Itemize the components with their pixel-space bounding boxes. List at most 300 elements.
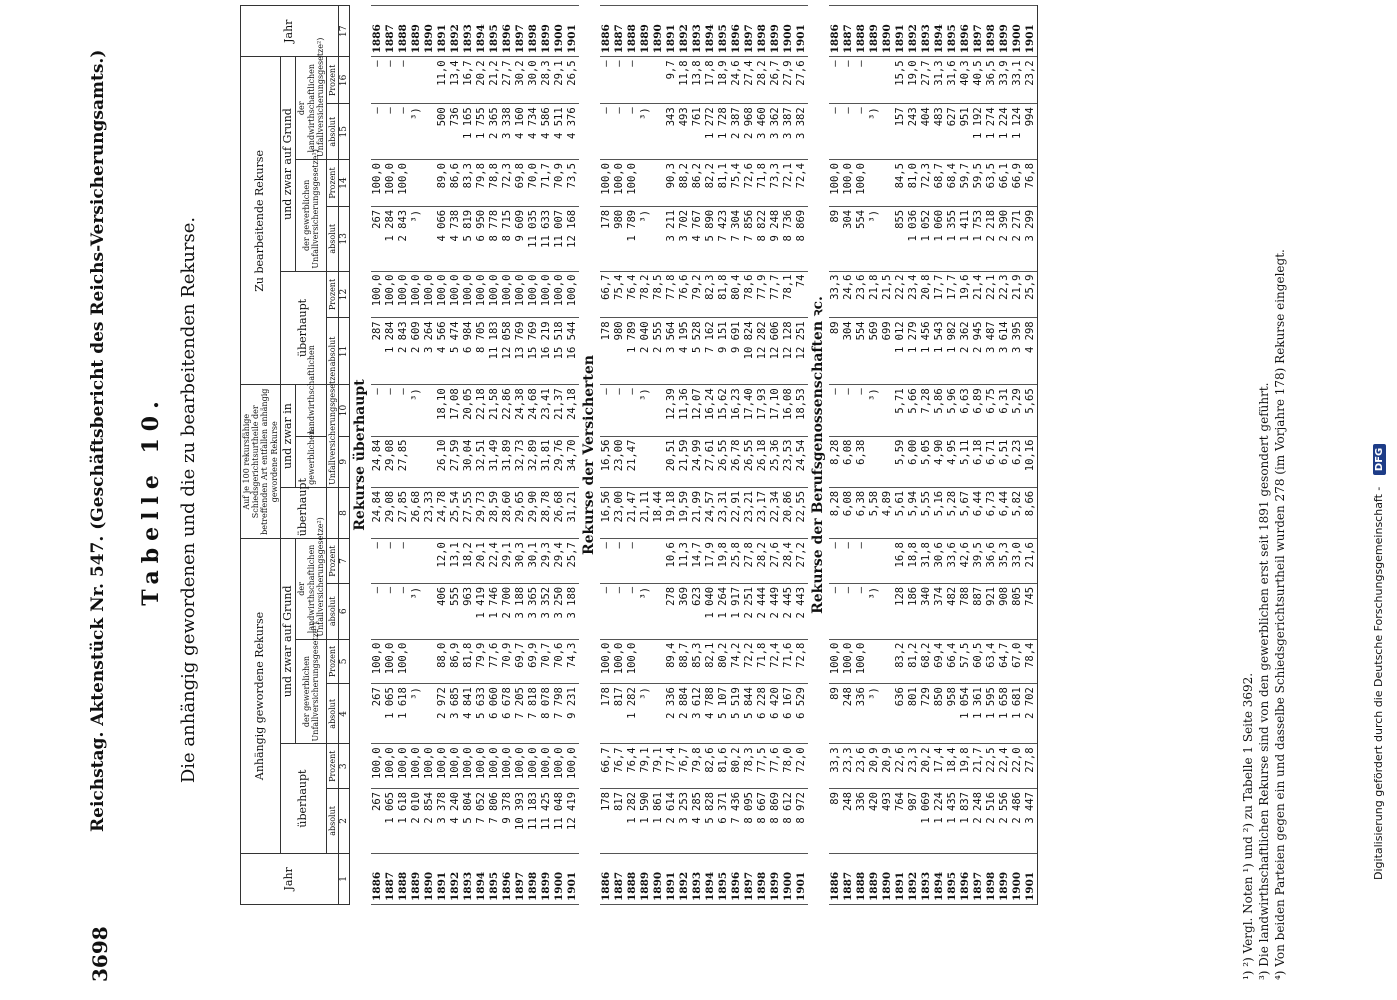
year-cell: 1892 (678, 853, 691, 904)
table-cell: 3 460 (756, 104, 769, 160)
table-cell: 8 095 (743, 789, 756, 854)
table-cell: 850 (933, 684, 946, 744)
table-cell: 1 284 (384, 318, 397, 385)
table-cell (652, 160, 665, 207)
table-cell: 1 036 (907, 206, 920, 271)
table-cell: 100,0 (626, 639, 639, 684)
table-cell: 5 474 (449, 318, 462, 385)
table-cell: 100,0 (397, 744, 410, 789)
year-cell: 1901 (1024, 853, 1038, 904)
table-cell: ³) (410, 684, 423, 744)
year-cell: 1891 (894, 6, 907, 57)
col-und-zwar-grund-2: und zwar auf Grund (280, 57, 296, 271)
col-uv-gesetzen: Unfallversicherungsgesetzen (326, 385, 338, 488)
table-cell: 15 769 (527, 318, 540, 385)
column-number: 17 (339, 6, 350, 57)
table-cell: 71,6 (782, 639, 795, 684)
table-cell: 18,8 (907, 539, 920, 584)
table-cell: 89 (829, 789, 842, 854)
table-cell: 569 (868, 318, 881, 385)
col-absolut: absolut (326, 104, 338, 160)
table-cell: 19,18 (665, 487, 678, 538)
table-cell: 42,6 (959, 539, 972, 584)
table-cell: 13,8 (691, 57, 704, 104)
table-cell: 26,55 (717, 436, 730, 487)
table-cell: 79,8 (475, 160, 488, 207)
table-cell: 9 248 (769, 206, 782, 271)
year-cell: 1895 (946, 853, 959, 904)
table-cell: 86,9 (449, 639, 462, 684)
col-gewerblich-2: der gewerblichen Unfallversicherungsgesetze¹) (296, 160, 327, 272)
year-cell: 1892 (907, 6, 920, 57)
table-cell: 3 395 (1011, 318, 1024, 385)
year-cell: 1890 (881, 6, 894, 57)
table-cell: 3 702 (678, 206, 691, 271)
table-cell: 8 715 (501, 206, 514, 271)
table-cell: 31,49 (488, 436, 501, 487)
table-cell: 11 425 (540, 789, 553, 854)
table-cell: 81,6 (717, 744, 730, 789)
year-cell: 1896 (730, 6, 743, 57)
table-cell: 18,53 (795, 385, 808, 436)
table-cell: 16,7 (462, 57, 475, 104)
table-cell: 7 304 (730, 206, 743, 271)
table-cell: 57,5 (959, 639, 972, 684)
table-cell: 100,0 (566, 271, 579, 318)
table-cell: 100,0 (553, 744, 566, 789)
table-cell: 10 393 (514, 789, 527, 854)
year-cell: 1895 (946, 6, 959, 57)
table-cell: 855 (894, 206, 907, 271)
table-cell: 1 789 (626, 318, 639, 385)
table-cell: — (829, 583, 842, 639)
table-cell: 22,5 (985, 744, 998, 789)
table-cell: 21,4 (972, 271, 985, 318)
table-cell: 29,08 (384, 436, 397, 487)
table-cell: 17,10 (769, 385, 782, 436)
table-cell: 4,89 (881, 487, 894, 538)
section-title: Rekurse der Versicherten (581, 355, 598, 556)
table-cell: 951 (959, 104, 972, 160)
table-cell: 80,2 (717, 639, 730, 684)
table-cell: 5 828 (704, 789, 717, 854)
table-cell: 81,8 (462, 639, 475, 684)
table-row (985, 6, 998, 905)
table-cell: 73,5 (566, 160, 579, 207)
table-cell (639, 436, 652, 487)
table-cell: 77,6 (488, 639, 501, 684)
table-row (514, 6, 527, 905)
table-cell: 22,1 (985, 271, 998, 318)
table-cell: 8,28 (829, 436, 842, 487)
table-header (241, 6, 350, 905)
table-cell: 3 382 (795, 104, 808, 160)
year-cell: 1886 (600, 853, 613, 904)
table-cell: 72,2 (743, 639, 756, 684)
table-cell: 22,4 (488, 539, 501, 584)
table-cell: 100,0 (423, 271, 436, 318)
table-cell: 100,0 (449, 271, 462, 318)
table-cell: 3 338 (501, 104, 514, 160)
table-cell: ³) (868, 583, 881, 639)
table-cell: 4 195 (678, 318, 691, 385)
table-cell: 5 890 (704, 206, 717, 271)
table-cell: 5,58 (868, 487, 881, 538)
table-cell: 69,9 (527, 639, 540, 684)
year-cell: 1888 (397, 853, 410, 904)
table-cell: 79,1 (639, 744, 652, 789)
table-cell: 1 264 (717, 583, 730, 639)
table-cell: 17,7 (933, 271, 946, 318)
table-cell: 17,08 (449, 385, 462, 436)
year-cell: 1897 (514, 853, 527, 904)
table-cell: 29,1 (501, 539, 514, 584)
table-cell (881, 104, 894, 160)
table-cell: 72,8 (795, 639, 808, 684)
table-cell (410, 57, 423, 104)
table-cell: 3 564 (665, 318, 678, 385)
table-cell: 20,8 (920, 271, 933, 318)
year-cell: 1895 (488, 853, 501, 904)
table-cell: 100,0 (613, 639, 626, 684)
table-cell: 4 285 (691, 789, 704, 854)
table-cell: 745 (1024, 583, 1038, 639)
table-cell: 1 755 (475, 104, 488, 160)
table-cell: 6,73 (985, 487, 998, 538)
year-cell: 1899 (540, 6, 553, 57)
year-cell: 1897 (972, 6, 985, 57)
table-cell: 5,67 (959, 487, 972, 538)
table-cell: 22,2 (894, 271, 907, 318)
table-cell: 32,89 (527, 436, 540, 487)
table-cell: 500 (436, 104, 449, 160)
column-number: 12 (339, 271, 350, 318)
table-cell: 11,36 (678, 385, 691, 436)
table-cell: 17,8 (704, 57, 717, 104)
table-cell: 83,2 (894, 639, 907, 684)
table-cell: 2 609 (410, 318, 423, 385)
year-cell: 1887 (613, 6, 626, 57)
table-cell: 69,4 (933, 639, 946, 684)
footnote-1: ¹) ²) Vergl. Noten ¹) und ²) zu Tabelle 1 Seite 3692. (1241, 672, 1255, 980)
table-cell: 100,0 (475, 271, 488, 318)
table-cell (639, 160, 652, 207)
table-cell: 6 167 (782, 684, 795, 744)
table-cell: 82,3 (704, 271, 717, 318)
table-cell: 10 824 (743, 318, 756, 385)
table-cell: 30,0 (527, 57, 540, 104)
col-absolut: absolut (326, 684, 338, 744)
table-cell: 4,90 (933, 436, 946, 487)
table-cell: 343 (665, 104, 678, 160)
table-cell: 74,2 (730, 639, 743, 684)
table-cell: — (842, 385, 855, 436)
table-cell: ³) (410, 583, 423, 639)
table-cell: 79,2 (691, 271, 704, 318)
year-cell: 1896 (959, 853, 972, 904)
table-row (384, 6, 397, 905)
table-row (717, 6, 730, 905)
table-cell: — (371, 57, 384, 104)
table-cell: 100,0 (371, 744, 384, 789)
table-cell: 23,33 (423, 487, 436, 538)
col-prozent: Prozent (326, 57, 338, 104)
table-cell: 8 736 (782, 206, 795, 271)
year-cell: 1900 (1011, 853, 1024, 904)
table-cell: 24,57 (704, 487, 717, 538)
table-cell: 22,18 (475, 385, 488, 436)
year-cell: 1891 (436, 853, 449, 904)
table-cell: 16,08 (782, 385, 795, 436)
table-cell: — (829, 539, 842, 584)
column-number: 5 (339, 639, 350, 684)
table-cell: 100,0 (397, 160, 410, 207)
table-cell: 3 211 (665, 206, 678, 271)
table-cell: 304 (842, 206, 855, 271)
table-cell: 6,08 (842, 487, 855, 538)
table-cell: 729 (920, 684, 933, 744)
year-cell: 1897 (743, 853, 756, 904)
table-cell: 6,89 (972, 385, 985, 436)
table-cell: 23,6 (855, 271, 868, 318)
table-cell: 66,1 (998, 160, 1011, 207)
table-cell: 100,0 (371, 271, 384, 318)
table-row (1024, 6, 1038, 905)
table-cell: — (397, 385, 410, 436)
table-cell (423, 539, 436, 584)
group-anhaengig: Anhängig gewordene Rekurse (241, 539, 281, 854)
table-row (959, 6, 972, 905)
year-cell: 1901 (566, 853, 579, 904)
table-cell: 278 (665, 583, 678, 639)
table-cell: 16,56 (600, 436, 613, 487)
table-cell: 79,1 (652, 744, 665, 789)
table-cell: 1 052 (920, 206, 933, 271)
year-cell: 1887 (842, 853, 855, 904)
year-cell: 1899 (769, 6, 782, 57)
column-number: 13 (339, 206, 350, 271)
table-cell: 2 700 (501, 583, 514, 639)
table-cell: 5,71 (894, 385, 907, 436)
table-cell (652, 104, 665, 160)
table-cell: 11 035 (527, 206, 540, 271)
table-cell: — (626, 539, 639, 584)
table-cell: 100,0 (527, 744, 540, 789)
table-cell (423, 436, 436, 487)
table-cell: — (397, 583, 410, 639)
table-cell: 1 746 (488, 583, 501, 639)
table-cell (639, 539, 652, 584)
table-cell: 13,4 (449, 57, 462, 104)
table-row (881, 6, 894, 905)
table-cell: 1 618 (397, 789, 410, 854)
table-row (371, 6, 384, 905)
table-cell: 6,08 (842, 436, 855, 487)
table-cell: 1 595 (985, 684, 998, 744)
table-cell: 7 806 (488, 789, 501, 854)
year-cell: 1896 (730, 853, 743, 904)
table-cell: 100,0 (371, 639, 384, 684)
year-cell: 1889 (639, 853, 652, 904)
year-cell: 1899 (769, 853, 782, 904)
table-cell: 3 378 (436, 789, 449, 854)
table-cell: 1 282 (626, 789, 639, 854)
table-cell: 78,2 (639, 271, 652, 318)
year-cell: 1901 (566, 6, 579, 57)
table-cell (881, 684, 894, 744)
table-cell: 78,0 (782, 744, 795, 789)
table-cell: 33,0 (1011, 539, 1024, 584)
year-cell: 1894 (933, 6, 946, 57)
table-cell: 19,8 (717, 539, 730, 584)
table-cell: 25,7 (566, 539, 579, 584)
table-cell: 23,21 (743, 487, 756, 538)
year-cell: 1895 (717, 6, 730, 57)
table-cell: 6,23 (1011, 436, 1024, 487)
table-cell: 70,7 (540, 639, 553, 684)
table-cell: 75,4 (613, 271, 626, 318)
table-cell: 6 950 (475, 206, 488, 271)
table-cell: 66,9 (1011, 160, 1024, 207)
credit-text: Digitalisierung gefördert durch die Deutsche Forschungsgemeinschaft - (1372, 486, 1385, 880)
table-cell: 31,81 (540, 436, 553, 487)
table-cell: 15,5 (894, 57, 907, 104)
table-cell: 17,4 (933, 744, 946, 789)
table-cell: 25,8 (730, 539, 743, 584)
running-title: Reichstag. Aktenstück Nr. 547. (Geschäftsbericht des Reichs-Versicherungsamts.) (88, 49, 108, 832)
table-cell: 12,0 (436, 539, 449, 584)
table-cell: 699 (881, 318, 894, 385)
table-cell: — (842, 539, 855, 584)
table-cell: 5 519 (730, 684, 743, 744)
table-cell: 26,18 (756, 436, 769, 487)
table-cell: 19,0 (907, 57, 920, 104)
table-cell: 66,7 (600, 271, 613, 318)
table-cell: 7,28 (920, 385, 933, 436)
table-cell: 243 (907, 104, 920, 160)
table-cell: 22,55 (795, 487, 808, 538)
table-cell: 2 854 (423, 789, 436, 854)
table-cell: 16,56 (600, 487, 613, 538)
table-cell: 78,5 (652, 271, 665, 318)
table-cell: 1 272 (704, 104, 717, 160)
table-cell: 100,0 (436, 271, 449, 318)
footnotes (1240, 20, 1288, 980)
table-cell: 31,6 (946, 57, 959, 104)
col-prozent: Prozent (326, 744, 338, 789)
table-cell: 100,0 (842, 639, 855, 684)
table-cell: 16 544 (566, 318, 579, 385)
table-cell: 26,78 (730, 436, 743, 487)
year-cell: 1886 (371, 6, 384, 57)
page-number: 3698 (88, 926, 112, 982)
table-cell: — (600, 385, 613, 436)
column-number: 3 (339, 744, 350, 789)
table-cell: 736 (449, 104, 462, 160)
table-cell: 77,9 (756, 271, 769, 318)
table-cell: 5,05 (920, 436, 933, 487)
table-cell: — (397, 57, 410, 104)
table-cell: 2 271 (1011, 206, 1024, 271)
table-cell: 68,2 (920, 639, 933, 684)
table-cell: 100,0 (600, 160, 613, 207)
table-cell: ³) (410, 206, 423, 271)
table-cell: 11,0 (436, 57, 449, 104)
table-cell: 60,5 (972, 639, 985, 684)
table-cell: 77,6 (769, 744, 782, 789)
table-cell: 78,1 (782, 271, 795, 318)
table-cell: 100,0 (600, 639, 613, 684)
table-cell: 2 362 (959, 318, 972, 385)
table-cell: 100,0 (488, 744, 501, 789)
year-cell: 1887 (613, 853, 626, 904)
table-cell: 27,9 (782, 57, 795, 104)
table-cell: 1 435 (946, 789, 959, 854)
table-cell (881, 436, 894, 487)
table-cell: 1 728 (717, 104, 730, 160)
table-cell: 23,53 (782, 436, 795, 487)
table-cell: ³) (410, 385, 423, 436)
year-cell: 1900 (1011, 6, 1024, 57)
table-cell: 72,3 (920, 160, 933, 207)
table-cell (639, 57, 652, 104)
table-cell: — (384, 583, 397, 639)
table-cell: — (829, 104, 842, 160)
table-cell: 1 040 (704, 583, 717, 639)
table-cell: 3 299 (1024, 206, 1038, 271)
table-cell: — (842, 104, 855, 160)
table-cell (652, 436, 665, 487)
table-cell: 1 282 (626, 684, 639, 744)
table-cell: 100,0 (842, 160, 855, 207)
table-cell: 21,47 (626, 487, 639, 538)
table-cell: 16,8 (894, 539, 907, 584)
table-cell: 27,4 (743, 57, 756, 104)
table-cell: 267 (371, 684, 384, 744)
table-cell: 17,9 (704, 539, 717, 584)
table-cell: 1 753 (972, 206, 985, 271)
table-cell: 4 376 (566, 104, 579, 160)
table-cell: 81,2 (907, 639, 920, 684)
table-cell: — (626, 583, 639, 639)
table-cell: 32,51 (475, 436, 488, 487)
table-cell: 22,0 (1011, 744, 1024, 789)
table-cell: 3 352 (540, 583, 553, 639)
table-row (933, 6, 946, 905)
table-cell: 980 (613, 318, 626, 385)
section-title: Rekurse überhaupt (352, 379, 369, 531)
table-cell: 3 685 (449, 684, 462, 744)
table-cell: 8,66 (1024, 487, 1038, 538)
table-cell: 761 (691, 104, 704, 160)
column-number: 10 (339, 385, 350, 436)
table-cell: 3 447 (1024, 789, 1038, 854)
table-cell: 100,0 (553, 271, 566, 318)
table-cell: 20,86 (782, 487, 795, 538)
table-cell: 18,9 (717, 57, 730, 104)
table-title: Tabelle 10. (138, 394, 164, 606)
table-row (730, 6, 743, 905)
table-cell: 2 945 (972, 318, 985, 385)
table-cell: 11 183 (527, 789, 540, 854)
table-cell: 13,1 (449, 539, 462, 584)
table-cell: 6,18 (972, 436, 985, 487)
table-cell: 555 (449, 583, 462, 639)
table-cell: — (371, 104, 384, 160)
table-cell (881, 639, 894, 684)
year-cell: 1897 (743, 6, 756, 57)
table-cell (410, 436, 423, 487)
